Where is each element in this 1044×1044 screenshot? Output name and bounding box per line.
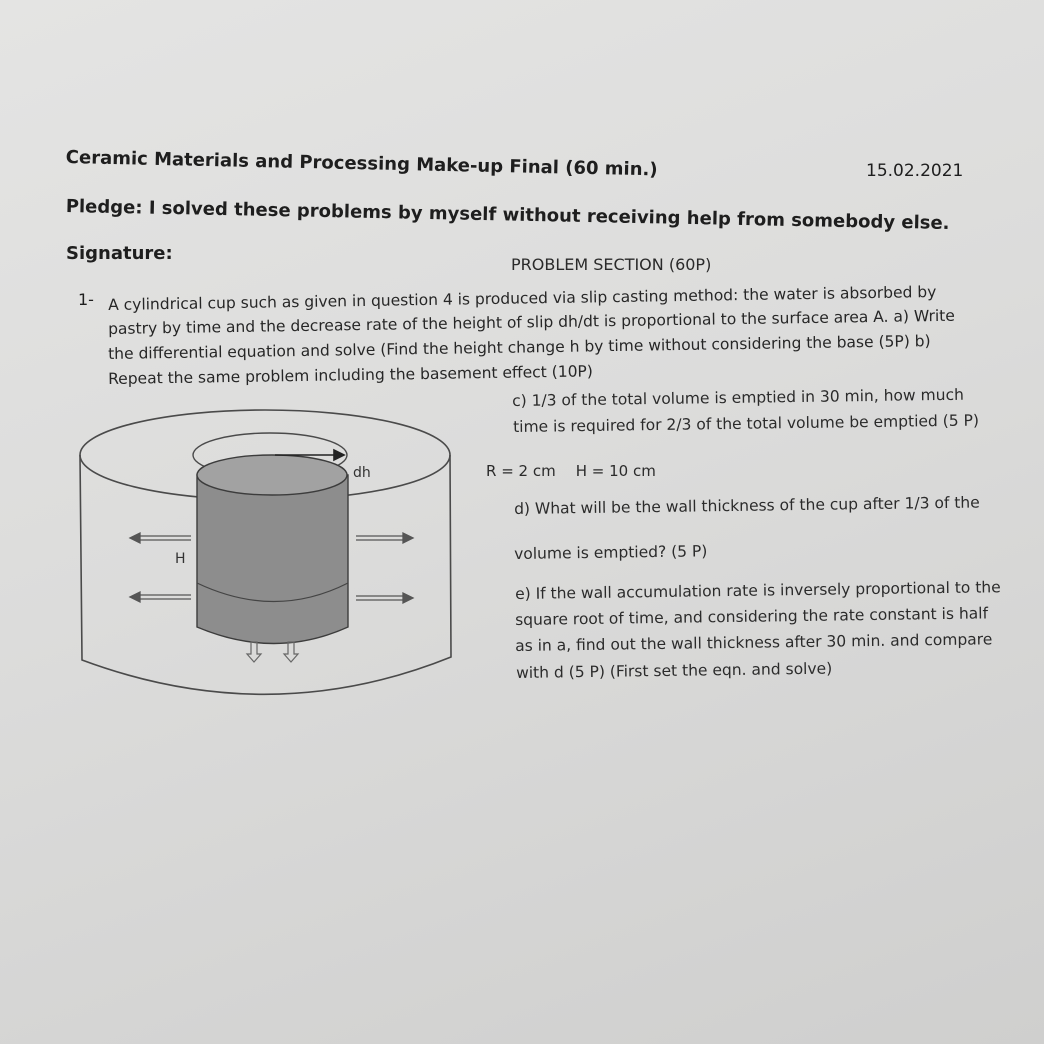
slip-body [197,455,348,644]
part-c-line: c) 1/3 of the total volume is emptied in 30 min, how much [512,385,964,410]
right-arrows [356,533,413,603]
part-d-line: volume is emptied? (5 P) [514,542,708,563]
given-parameters [486,462,656,480]
question-line: A cylindrical cup such as given in question 4 is produced via slip casting method: the water is absorbed by [108,282,937,314]
part-e-line: as in a, find out the wall thickness after 30 min. and compare [515,630,993,655]
question-number: 1- [78,290,94,309]
part-d-line: d) What will be the wall thickness of the cup after 1/3 of the [514,493,980,518]
part-c-line: time is required for 2/3 of the total volume be emptied (5 P) [513,411,980,436]
question-line: the differential equation and solve (Find the height change h by time without considering the base (5P) b) [108,332,931,363]
pledge-statement: Pledge: I solved these problems by myself without receiving help from somebody else. [65,196,950,234]
part-e-line: square root of time, and considering the rate constant is half [515,604,989,629]
section-title: PROBLEM SECTION (60P) [511,255,712,274]
question-line: pastry by time and the decrease rate of the height of slip dh/dt is proportional to the surface area A. a) Write [108,306,955,338]
left-arrows [130,533,191,602]
dh-label: dh [353,465,371,481]
exam-title: Ceramic Materials and Processing Make-up Final (60 min.) [65,147,658,181]
radius-value: R = 2 cm [486,462,556,480]
exam-date: 15.02.2021 [866,161,964,181]
bottom-arrows [247,642,298,662]
question-line: Repeat the same problem including the basement effect (10P) [108,362,594,388]
signature-label: Signature: [66,243,173,264]
height-label: H [175,551,186,567]
part-e-line: with d (5 P) (First set the eqn. and solve) [516,659,833,682]
cup-diagram [70,405,470,720]
part-e-line: e) If the wall accumulation rate is inversely proportional to the [515,578,1001,603]
height-value: H = 10 cm [575,462,656,480]
